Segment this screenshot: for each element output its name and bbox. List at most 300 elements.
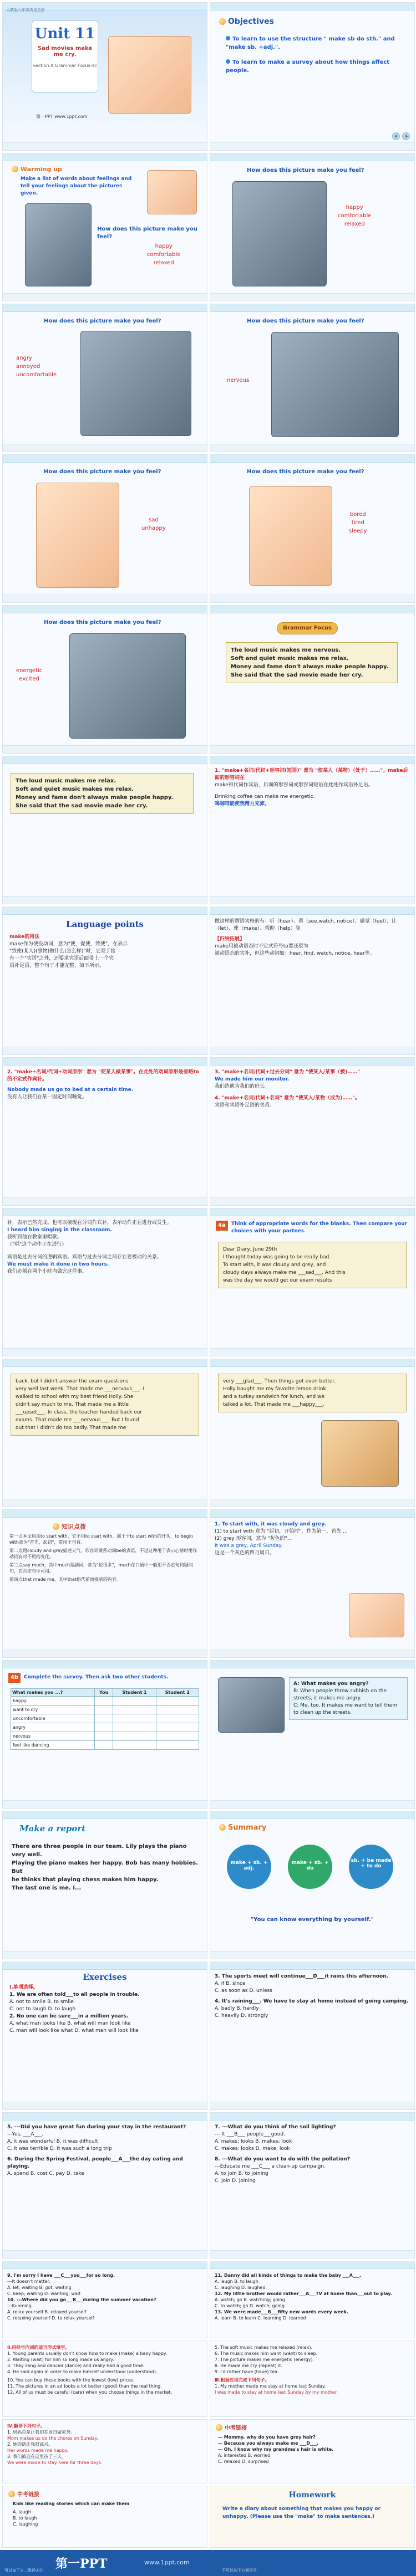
- section-label: Section A Grammar Focus-4c: [32, 63, 98, 68]
- slide-survey-dialogue: [210, 1660, 415, 1809]
- rule-text: 2. "make+名词/代词+动词原形" 意为 "使某人做某事"。在此处的动词原形是省略to的不定式作宾补。: [7, 1069, 199, 1082]
- diary-line: Dear Diary, June 29th: [223, 1247, 277, 1252]
- slide-topbar: [210, 907, 414, 915]
- rule-translation: 我们必须在两个小时内做完这件事。: [7, 1269, 88, 1274]
- slide-footer: [210, 1951, 414, 1959]
- survey-row-label: uncomfortable: [11, 1714, 95, 1723]
- slide-title: [2, 2, 207, 151]
- slide-footer: [3, 745, 207, 753]
- slide-footer: [3, 2102, 207, 2109]
- banner-logo: 第一PPT: [55, 2557, 108, 2571]
- banner-url[interactable]: www.1ppt.com: [144, 2559, 190, 2566]
- exercise-option: A. badly B. hardly: [215, 2006, 259, 2011]
- summary-icon: [219, 1824, 226, 1831]
- exercise-option: A. spend B. cost C. pay D. take: [7, 2171, 84, 2176]
- diary-line: was the day we would get our exam results: [223, 1278, 332, 1283]
- rule-text: 【归纳拓展】: [215, 936, 245, 942]
- slide-summary: [210, 1811, 415, 1959]
- homework-title: Homework: [288, 2491, 336, 2500]
- slide-picture-energetic: [2, 605, 207, 754]
- diary-box: [218, 1242, 407, 1288]
- objectives-heading: Objectives: [219, 17, 274, 26]
- slide-exam-link-2: [2, 2486, 207, 2548]
- picture-question: How does this picture make you feel?: [247, 469, 364, 475]
- rule-text: 1. "make+名词/代词+形容词(短语)" 意为 "使某人（某物）（处于）……"。make后面的形容词在: [215, 768, 408, 781]
- exam-line: — Mommy, why do you have grey hair?: [218, 2435, 316, 2440]
- slide-word-forms-1: [2, 2341, 207, 2417]
- rule-text: 3. "make+名词/代词+过去分词" 意为 "使某人/某事（被)……": [215, 1069, 360, 1075]
- slide-rule-3: [2, 1057, 207, 1206]
- exercise-item: ---It doesn't matter.: [7, 2279, 50, 2284]
- picture-question: How does this picture make you feel?: [247, 167, 364, 173]
- slide-topbar: [210, 1510, 414, 1518]
- rule-text: 做这样的谓语宾格的有：听（hear）、看（see,watch, notice）、感觉（feel）、让（let）、使（make）、帮助（help）等。: [215, 919, 397, 931]
- exercise-list: [215, 2272, 410, 2328]
- exercise-item: 2. Waiting (wait) for him so long made us angry.: [7, 2357, 114, 2362]
- slide-objectives: [210, 2, 415, 151]
- exam-link-content: [13, 2501, 199, 2527]
- exercise-list: [7, 2344, 202, 2406]
- exercises-title: Exercises: [83, 1972, 127, 1982]
- phrase-text: (2) grey 形容词，意为 "灰色的"...: [215, 1536, 292, 1541]
- survey-row-label: feel like dancing: [11, 1741, 95, 1750]
- slide-rule-4: [210, 1057, 415, 1206]
- slide-4b-survey: [2, 1660, 207, 1809]
- exercise-section-label: Ⅳ.翻译下列句子。: [7, 2424, 45, 2429]
- sleepy-boy-illustration: [249, 486, 332, 586]
- exercise-item: 11. The pictures in an ad looks a lot better (good) than the real thing.: [7, 2384, 162, 2389]
- site-label: 第一PPT www.1ppt.com: [36, 114, 88, 119]
- basketball-photo: [69, 633, 186, 739]
- picture-question: How does this picture make you feel?: [97, 226, 197, 240]
- slide-topbar: [3, 2113, 207, 2121]
- picture-question: How does this picture make you feel?: [44, 318, 161, 324]
- slide-topbar: [3, 2261, 207, 2269]
- exercise-answer: I was made to stay at home last Sunday by my mother.: [215, 2390, 338, 2395]
- exercise-option: C. heavily D. strongly: [215, 2013, 268, 2019]
- exam-line: — Oh, I know why my grandma's hair is white.: [218, 2447, 334, 2452]
- exercise-item: 1. We are often told___to all people in trouble.: [9, 1992, 140, 1998]
- slide-picture-nervous: [210, 304, 415, 452]
- exam-option: A. interested B. worried: [218, 2453, 271, 2458]
- point-text: 有一个"宾语"之外，还要求宾语后面带上一个宾: [9, 956, 114, 961]
- slide-phrase-notes: [210, 1509, 415, 1658]
- phrase-example: It was a grey, April Sunday.: [215, 1543, 283, 1549]
- slide-topbar: [210, 1359, 414, 1367]
- exercise-item: 4. It's raining___. We have to stay at home instead of going camping.: [215, 1999, 409, 2004]
- picture-question: How does this picture make you feel?: [44, 469, 161, 475]
- table-row: [11, 1741, 199, 1750]
- objectives-icon: [219, 18, 226, 25]
- feeling-word: happy: [155, 243, 173, 249]
- exercise-option: A. not to smile B. to smile: [9, 1999, 74, 2005]
- picture-question: How does this picture make you feel?: [247, 318, 364, 324]
- grammar-sentence: Money and fame don't always make people happy.: [16, 795, 174, 801]
- rule-text: 补，表示已然完成。也可以接现在分词作宾补，表示动作正在进行或发生。: [7, 1220, 173, 1226]
- rule-note: （"唱"这个动作正在进行）: [7, 1242, 67, 1247]
- phrase-text: (1) to start with 意为 "起初，开始时"，作为第一，首先 ...: [215, 1529, 348, 1534]
- translation-answer: Her words made me happy.: [7, 2448, 68, 2453]
- exercise-item: 9. I'm sorry I have ___C___you___for so long.: [7, 2273, 115, 2278]
- title-card: [32, 21, 98, 93]
- tip-text: 第四点that made me，其中that指代前面提到的内容。: [9, 1577, 121, 1582]
- slide-topbar: [3, 1962, 207, 1970]
- slide-topbar: [3, 1208, 207, 1216]
- slide-footer: [210, 595, 414, 602]
- slide-topbar: [3, 455, 207, 463]
- slide-topbar: [210, 304, 414, 312]
- survey-table: [11, 1688, 199, 1750]
- objective-item: To learn to use the structure " make sb do sth." and "make sb. +adj.".: [226, 36, 395, 50]
- relaxed-photo: [25, 203, 92, 286]
- language-points-title: Language points: [65, 919, 144, 929]
- exercise-list: [215, 2124, 410, 2248]
- exam-link-heading: 中考链接: [8, 2490, 39, 2498]
- exam-option: C. laughing: [13, 2522, 38, 2527]
- exam-option: C. relaxed D. surprised: [218, 2459, 269, 2464]
- exercise-list: [9, 1984, 200, 2035]
- translation-prompt: 3. 我们被迫在这里待了三天。: [7, 2454, 67, 2459]
- slide-topbar: [3, 1661, 207, 1668]
- diary-box: [218, 1374, 407, 1412]
- family-photo: [232, 181, 327, 286]
- slide-topbar: [210, 1058, 414, 1066]
- exercise-option: A. let; waiting B. got; waiting: [7, 2285, 72, 2290]
- exercise-option: C. laughing D. laughed: [215, 2285, 266, 2290]
- diary-line: very ___glad___. Then things got even better.: [223, 1379, 336, 1384]
- rule-text: Drinking coffee can make me energetic.: [215, 794, 315, 800]
- slide-rule-1: [210, 756, 415, 904]
- exercise-option: C. relaxing yourself D. to relax yourself: [7, 2316, 94, 2321]
- cloud-sun-illustration: [349, 1593, 404, 1637]
- diary-line: walked to school with my best friend Holly. She: [16, 1394, 134, 1400]
- grammar-sentence: Soft and quiet music makes me relax.: [16, 786, 134, 792]
- slide-footer: [210, 142, 414, 150]
- translation-prompt: 2. 她的话让我很高兴。: [7, 2442, 53, 2447]
- slide-topbar: [3, 1811, 207, 1819]
- rule-text: 宾语和宾语补足语的关系。: [215, 1103, 275, 1108]
- slide-exercises-4: [210, 2112, 415, 2259]
- dialogue-box: [289, 1677, 408, 1720]
- slide-footer: [3, 1800, 207, 1808]
- lunch-photo: [321, 1420, 399, 1487]
- exercise-list: [215, 2344, 410, 2406]
- grammar-sentences-box: [11, 773, 194, 814]
- exam-question: Kids like reading stories which can make them: [13, 2501, 130, 2506]
- rule-example: Nobody made us go to bed at a certain time.: [7, 1087, 134, 1093]
- table-row: [11, 1706, 199, 1714]
- report-line: he thinks that playing chess makes him happy.: [12, 1877, 159, 1883]
- exercise-item: ---Kunming.: [7, 2303, 33, 2308]
- grammar-sentences-box: [226, 642, 398, 683]
- slide-footer: [3, 293, 207, 301]
- rule-translation: 没有人让我们在某一固定时间睡觉。: [7, 1094, 88, 1100]
- next-slide-button[interactable]: [402, 132, 410, 140]
- rule-content: [215, 918, 410, 1044]
- slide-footer: [3, 896, 207, 904]
- exam-link-heading: 中考链接: [216, 2423, 247, 2431]
- report-line: Playing the piano makes her happy. Bob has many hobbies. But: [12, 1860, 199, 1875]
- exercise-item: 3. The sports meet will continue___D___it rains this afternoon.: [215, 1974, 388, 1979]
- exercise-item: ---Educate me ___C___ a clean-up campaign.: [215, 2164, 326, 2169]
- exercise-option: A. learn B. to learn C. learning D. learned: [215, 2316, 306, 2321]
- exercise-option: C. to watch; go D. watch; going: [215, 2303, 285, 2308]
- survey-row-label: nervous: [11, 1732, 95, 1741]
- tip-text: 第三点say much，其中much是副词，意为"说很多"，much在口语中一般用于否定句和疑问句，在否定句中可用。: [9, 1563, 193, 1574]
- translation-list: [7, 2423, 202, 2473]
- exercise-item: 6. During the Spring Festival, people___A___the day eating and playing.: [7, 2157, 183, 2169]
- exam-option: B. to laugh: [13, 2516, 37, 2521]
- badge-4b: 4b: [8, 1673, 21, 1683]
- rule-example: 喝咖啡能使我精力充沛。: [215, 801, 270, 807]
- bottom-banner: [0, 2550, 416, 2576]
- exercise-section-label: Ⅱ.用括号内词的适当形式填空。: [7, 2345, 70, 2350]
- exercise-list: [7, 2124, 202, 2248]
- slide-footer: [210, 745, 414, 753]
- litter-photo: [218, 1677, 285, 1733]
- warming-icon: [12, 166, 18, 172]
- exercise-item: 8. He made me cry (repeat) it.: [215, 2363, 282, 2368]
- slide-footer: [210, 293, 414, 301]
- exercise-option: C. makes; looks D. make; look: [215, 2146, 290, 2152]
- point-text: make作为使役动词，意为"使，促使，致使"，在表示: [9, 941, 128, 947]
- slide-make-report: [2, 1811, 207, 1959]
- slide-footer: [210, 2102, 414, 2109]
- diary-box: [11, 1374, 199, 1436]
- feeling-word: relaxed: [344, 221, 365, 227]
- slide-topbar: [210, 455, 414, 463]
- survey-col-header: You: [95, 1689, 113, 1697]
- link-icon: [8, 2491, 15, 2497]
- slide-footer: [3, 1348, 207, 1356]
- survey-col-header: Student 1: [113, 1689, 156, 1697]
- unit-subtitle: Sad movies make me cry.: [37, 45, 93, 58]
- slide-footer: [3, 444, 207, 452]
- prev-slide-button[interactable]: [392, 132, 400, 140]
- rule-text: make用被动语态时不定式符号to要还原为: [215, 944, 308, 949]
- exercise-item: 3. They sang and danced (dance) and really had a good time.: [7, 2363, 145, 2368]
- summary-heading: Summary: [219, 1824, 266, 1832]
- slide-topbar: [3, 606, 207, 613]
- rule-text: 宾语是过去分词的逻辑宾语。宾语与过去分词之间存在着被动的关系。: [7, 1254, 163, 1260]
- slide-footer: [210, 1348, 414, 1356]
- banner-right-text: 不可以加下方微信号: [222, 2568, 257, 2573]
- children-illustration: [108, 36, 191, 114]
- exercise-option: A. what man looks like B. what will man look like: [9, 2021, 131, 2026]
- diary-line: ___upset___. In class, the teacher handed back our: [16, 1410, 143, 1415]
- exercise-item: 10. You can buy these books with the lowest (low) prices.: [7, 2378, 135, 2383]
- survey-col-header: What makes you ...?: [11, 1689, 95, 1697]
- slide-footer: [210, 444, 414, 452]
- phrase-translation: 这是一个灰色的四月周日。: [215, 1550, 275, 1556]
- table-row: [11, 1732, 199, 1741]
- diary-line: Holly bought me my favorite lemon drink: [223, 1386, 326, 1392]
- slide-topbar: [210, 606, 414, 613]
- grammar-focus-badge: Grammar Focus: [277, 622, 338, 634]
- bullet-icon: [226, 36, 230, 40]
- slide-topbar: [3, 1510, 207, 1518]
- exercise-item: 12. My little brother would rather___A___TV at home than___out to play.: [215, 2291, 392, 2296]
- slide-footer: [3, 595, 207, 602]
- knowledge-tips-heading: 知识点拨: [53, 1522, 86, 1531]
- warming-intro: Make a list of words about feelings and tell your feelings about the pictures given.: [21, 176, 132, 196]
- exercise-option: A. it was wonderful B. it was difficult: [7, 2139, 98, 2144]
- exercise-option: ---Yes, ___A___.: [7, 2132, 43, 2137]
- summary-bubble: make + sb. + adj.: [227, 1845, 271, 1889]
- exercise-item: 1. Young parents usually don't know how to make (make) a baby happy.: [7, 2351, 168, 2356]
- slide-exam-link-1: [210, 2419, 415, 2483]
- rule-content: [215, 767, 410, 894]
- slide-homework: [210, 2486, 415, 2548]
- rule-translation: 我听到他在教室里唱歌。: [7, 1235, 63, 1240]
- slide-footer: [210, 1800, 414, 1808]
- grammar-sentence: She said that the sad movie made her cry.: [231, 672, 363, 678]
- slide-topbar: [210, 1208, 414, 1216]
- feeling-word: sleepy: [349, 528, 367, 534]
- slide-topbar: [210, 3, 414, 11]
- slide-exercises-1: [2, 1962, 207, 2110]
- translation-prompt: 1. 妈妈总是让我们在周日做家务。: [7, 2430, 75, 2435]
- diary-line: very well last week. That made me ___nervous___. I: [16, 1386, 145, 1392]
- slide-footer: [210, 896, 414, 904]
- slide-footer: [3, 1951, 207, 1959]
- slide-translation: [2, 2419, 207, 2483]
- rule-example: We made him our monitor.: [215, 1077, 290, 1082]
- exam-line: — Because you always make me ___D___.: [218, 2441, 319, 2446]
- crying-girl-illustration: [36, 483, 119, 588]
- feeling-words: [16, 667, 42, 683]
- homework-text: Write a diary about something that makes you happy or unhappy. (Please use the "make" to make sentences.): [222, 2506, 381, 2519]
- exercise-option: C. as soon as D. unless: [215, 1988, 272, 1994]
- slide-diary-continued-2: [210, 1359, 415, 1507]
- feeling-words: [147, 242, 180, 267]
- link-icon: [216, 2424, 222, 2431]
- exercise-item: --- It ___B___ people___good.: [215, 2132, 285, 2137]
- exercise-option: A. relax yourself B. relaxed yourself: [7, 2309, 87, 2314]
- exercise-item: 5. ---Did you have great fun during your stay in the restaurant?: [7, 2124, 186, 2130]
- exercise-list: [215, 1973, 410, 2099]
- exercise-option: A. if B. since: [215, 1981, 246, 1986]
- exercise-item: 6. The music makes him want (want) to sleep.: [215, 2351, 318, 2356]
- phrase-text: 1. To start with, it was cloudy and grey.: [215, 1522, 326, 1527]
- slide-grammar-focus: [210, 605, 415, 754]
- exam-link-content: [218, 2434, 407, 2465]
- exercise-item: 12. All of us must be careful (care) when you choose things in the market.: [7, 2390, 173, 2395]
- dialogue-line: A: What makes you angry?: [293, 1681, 369, 1687]
- translation-answer: Mom makes us do the chores on Sunday.: [7, 2436, 98, 2441]
- feeling-word: energetic: [16, 668, 43, 674]
- unit-title: Unit 11: [34, 25, 95, 42]
- feeling-word: comfortable: [147, 252, 181, 258]
- point-text: make的用法: [9, 934, 40, 940]
- survey-col-header: Student 2: [156, 1689, 199, 1697]
- slide-topbar: [210, 1962, 414, 1970]
- summary-bubble: sb. + be made + to do: [349, 1845, 393, 1889]
- rule-example: We must make it done in two hours.: [7, 1262, 109, 1267]
- rule-example: I heard him singing in the classroom.: [7, 1227, 112, 1233]
- exercise-item: 7. The picture makes me energetic (energy).: [215, 2357, 314, 2362]
- exercise-option: C. man will look like what D. what man will look like: [9, 2028, 139, 2034]
- grammar-sentence: Money and fame don't always make people happy.: [231, 664, 389, 670]
- slide-topbar: [210, 2261, 414, 2269]
- slide-diary-continued-1: [2, 1359, 207, 1507]
- picture-question: How does this picture make you feel?: [44, 619, 161, 626]
- slide-word-forms-2: [210, 2341, 415, 2417]
- slide-footer: [3, 1650, 207, 1657]
- summary-bubble: make + sb. + do: [288, 1845, 332, 1889]
- slide-topbar: [3, 153, 207, 161]
- exercise-list: [7, 2272, 202, 2328]
- diary-line: out that I didn't do too badly. That made me: [16, 1425, 126, 1431]
- warming-up-heading: Warming up: [12, 166, 62, 173]
- tips-icon: [53, 1523, 59, 1530]
- slide-exercises-2: [210, 1962, 415, 2110]
- slide-topbar: [210, 1661, 414, 1668]
- feeling-word: angry: [16, 355, 32, 361]
- slide-topbar: [210, 153, 414, 161]
- slide-picture-sad: [2, 454, 207, 603]
- language-points-content: [9, 934, 200, 970]
- report-line: There are three people in our team. Lily plays the piano very well.: [12, 1843, 187, 1858]
- grammar-sentence: She said that the sad movie made her cry.: [16, 803, 148, 809]
- feeling-words: [141, 516, 166, 532]
- exercise-option: C. keep; waiting D. wanting; wait: [7, 2291, 81, 2296]
- slide-exercises-3: [2, 2112, 207, 2259]
- slide-footer: [3, 1499, 207, 1507]
- tip-text: 第二点用cloudy and grey描述天气，形容词做系动词be的表语，不过这种用于表示心情时用作动词有时不用的变化。: [9, 1548, 197, 1559]
- diary-line: talked a lot. That made me ___happy___.: [223, 1402, 324, 1407]
- diary-line: exams. That made me ___nervous___. But I found: [16, 1417, 139, 1423]
- slide-footer: [3, 2250, 207, 2258]
- rule-content: [7, 1220, 202, 1346]
- slide-footer: [3, 1197, 207, 1205]
- feeling-word: annoyed: [16, 363, 40, 370]
- slide-topbar: [3, 907, 207, 915]
- survey-row-label: want to cry: [11, 1706, 95, 1714]
- objective-item: To learn to make a survey about how things affect people.: [226, 59, 390, 74]
- slide-topbar: [3, 1359, 207, 1367]
- report-content: [12, 1842, 198, 1892]
- tips-content: [9, 1533, 200, 1583]
- report-title: Make a report: [19, 1824, 86, 1834]
- slide-topbar: [3, 3, 207, 11]
- feeling-word: sad: [149, 517, 159, 523]
- point-text: 语补足语，整个句子才能完整，如下所示。: [9, 963, 105, 969]
- exercise-option: C. it was terrible D. it was such a long trip: [7, 2146, 112, 2152]
- feeling-word: comfortable: [338, 213, 372, 219]
- exercise-item: 9. I'd rather have (have) tea.: [215, 2369, 279, 2374]
- summary-motto: "You can know everything by yourself.": [251, 1917, 374, 1923]
- exercise-option: A. laugh B. to laugh: [215, 2279, 258, 2284]
- slide-exercises-6: [210, 2261, 415, 2338]
- exercise-item: 11. Danny did all kinds of things to make the baby ___A___.: [215, 2273, 362, 2278]
- slide-picture-bored: [210, 454, 415, 603]
- traffic-photo: [80, 331, 191, 436]
- slide-language-points: [2, 907, 207, 1055]
- banner-left-text: 可以加下方二维码关注: [4, 2568, 43, 2573]
- rule-translation: 我们选他为我们的班长。: [215, 1084, 270, 1089]
- exercise-section-label: Ⅰ.单项选择。: [9, 1985, 38, 1990]
- objective-list: [226, 35, 404, 75]
- rule-text: make和代词作宾语，后面的形容词或形容词短语在此处作宾语补足语。: [215, 782, 373, 788]
- survey-instruction: Complete the survey. Then ask two other students.: [24, 1674, 169, 1680]
- slide-topbar: [210, 2113, 414, 2121]
- diary-line: didn't say much to me. That made me a little: [16, 1402, 129, 1407]
- header-label: 人教版九年级英语全册: [6, 8, 45, 12]
- slide-exercises-5: [2, 2261, 207, 2338]
- survey-row-label: angry: [11, 1723, 95, 1732]
- slide-footer: [210, 1047, 414, 1054]
